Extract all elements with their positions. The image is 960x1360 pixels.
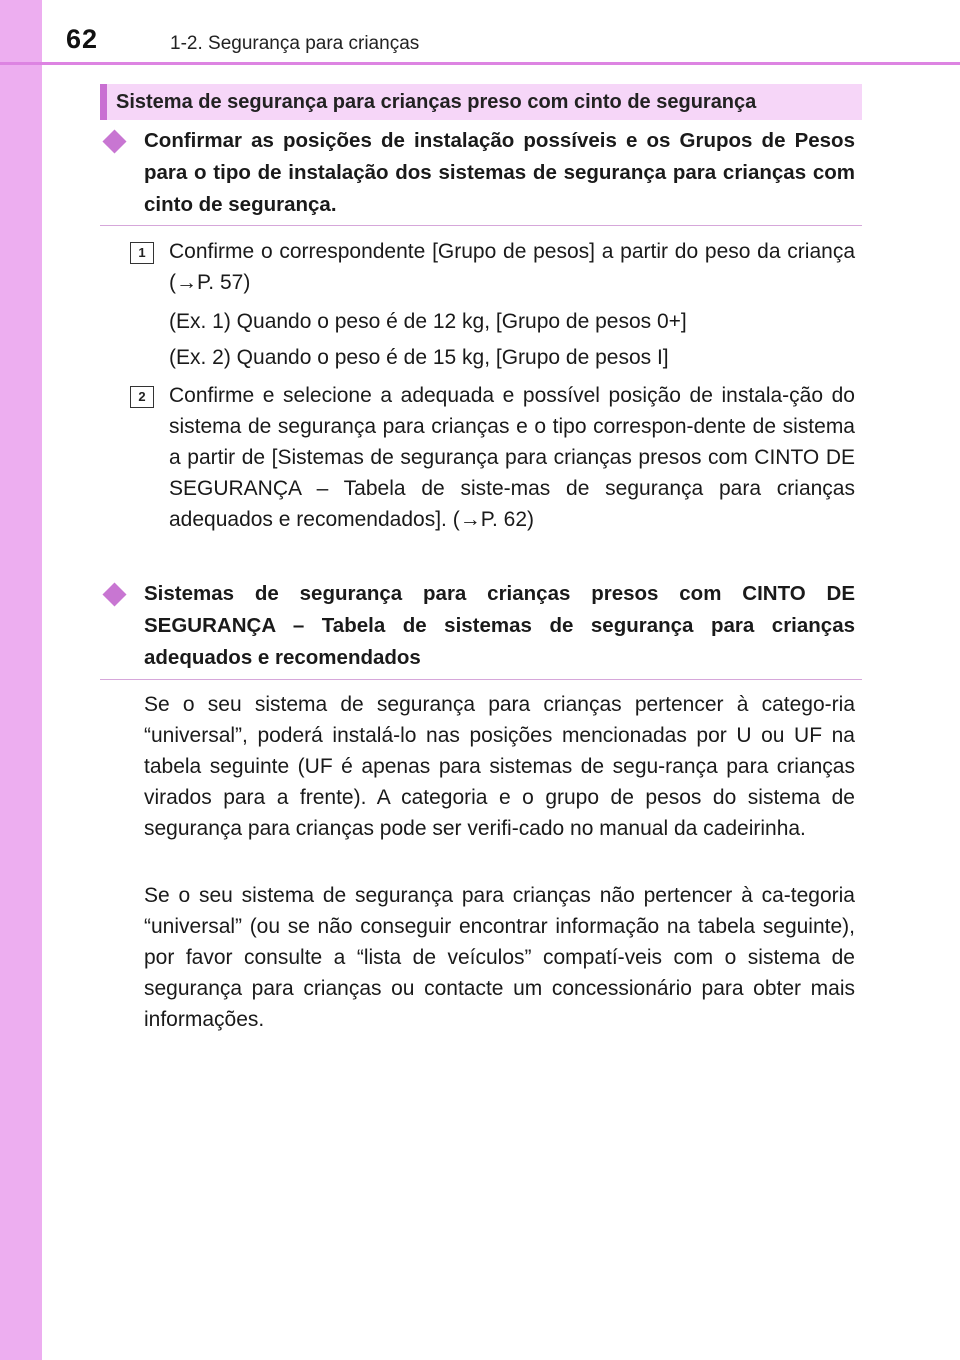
- subheading-2-rule: [100, 679, 862, 680]
- step-1-text: Confirme o correspondente [Grupo de pesos] a partir do peso da criança (→P. 57): [169, 240, 855, 294]
- step-number-2: 2: [130, 386, 154, 408]
- step-2-text: Confirme e selecione a adequada e possível posição de instala-ção do sistema de segurança para crianças e o tipo correspon-dente de sistema a partir de [Sistemas de segurança para crianças presos com CINTO DE SEGURANÇA – Tabela de siste-mas de segurança para crianças adequados e recomendados]. (→P. 62): [169, 384, 855, 531]
- step-1-example-2: (Ex. 2) Quando o peso é de 15 kg, [Grupo de pesos I]: [169, 346, 669, 369]
- step-1-example-1: (Ex. 1) Quando o peso é de 12 kg, [Grupo de pesos 0+]: [169, 310, 687, 333]
- section-heading-bar: [100, 84, 862, 120]
- subheading-2-text: Sistemas de segurança para crianças presos com CINTO DE SEGURANÇA – Tabela de sistemas de segurança para crianças adequados e recomendados: [144, 582, 855, 669]
- step-number-1: 1: [130, 242, 154, 264]
- subheading-1: [100, 129, 862, 227]
- diamond-bullet-icon: [102, 129, 126, 153]
- section-heading: Sistema de segurança para crianças preso com cinto de segurança: [116, 91, 757, 113]
- subheading-1-text: Confirmar as posições de instalação possíveis e os Grupos de Pesos para o tipo de instalação dos sistemas de segurança para crianças com cinto de segurança.: [144, 129, 855, 216]
- paragraph-2: Se o seu sistema de segurança para crianças não pertencer à ca-tegoria “universal” (ou se não conseguir encontrar informação na tabela seguinte), por favor consulte a “lista de veículos” compatí-veis com o sistema de segurança para crianças ou contacte um concessionário para obter mais informações.: [144, 884, 855, 1031]
- subheading-2: [100, 582, 862, 680]
- section-title: 1-2. Segurança para crianças: [170, 33, 420, 54]
- diamond-bullet-icon: [102, 582, 126, 606]
- subheading-1-rule: [100, 225, 862, 226]
- heading-accent: [100, 84, 107, 120]
- paragraph-1: Se o seu sistema de segurança para crianças pertencer à catego-ria “universal”, poderá instalá-lo nas posições mencionadas por U ou UF na tabela seguinte (UF é apenas para sistemas de segu-rança para crianças virados para a frente). A categoria e o grupo de pesos do sistema de segurança para crianças pode ser verifi-cado no manual da cadeirinha.: [144, 693, 855, 840]
- header-rule: [0, 62, 960, 65]
- page-number: 62: [66, 24, 99, 54]
- side-color-bar: [0, 0, 42, 1360]
